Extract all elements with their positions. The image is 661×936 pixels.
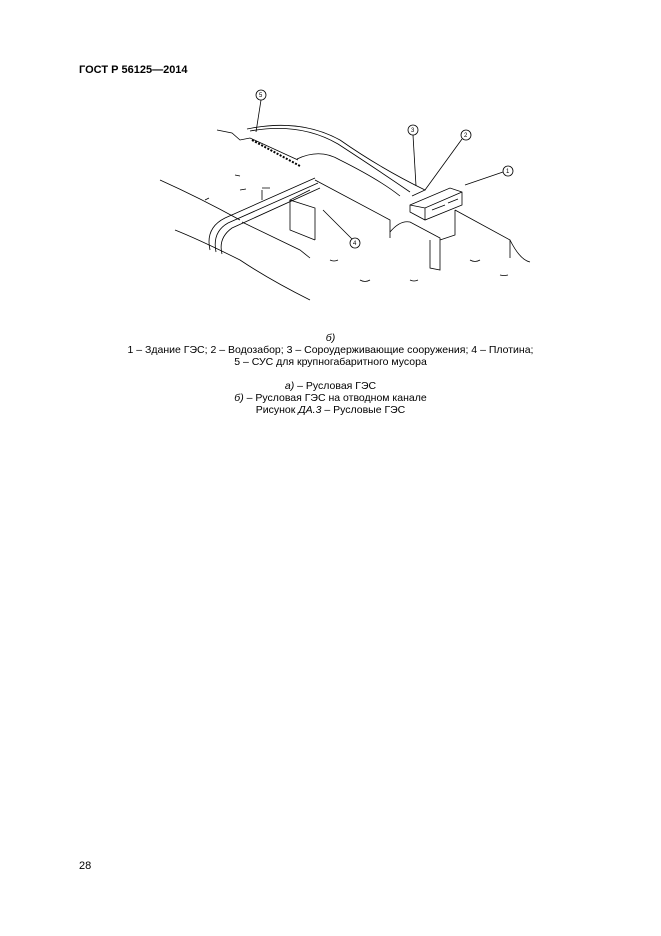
figure-caption <box>0 404 661 416</box>
variant-b <box>0 392 661 404</box>
svg-text:5: 5 <box>259 93 263 99</box>
callout-4 <box>323 210 360 248</box>
trash-rack <box>252 140 300 166</box>
callout-5 <box>256 90 266 132</box>
callout-2 <box>425 130 471 190</box>
callout-3 <box>408 125 418 186</box>
svg-text:1: 1 <box>506 169 510 175</box>
variant-a <box>0 380 661 392</box>
callout-1 <box>465 166 513 185</box>
variant-a-label: а) <box>284 380 295 392</box>
figure-sublabel: б) <box>325 332 336 344</box>
legend-line-1: 1 – Здание ГЭС; 2 – Водозабор; 3 – Сороудерживающие сооружения; 4 – Плотина; <box>127 344 534 356</box>
standard-header: ГОСТ Р 56125—2014 <box>79 64 188 76</box>
page-number: 28 <box>79 860 92 872</box>
caption-prefix: Рисунок <box>255 404 299 416</box>
variant-b-label: б) <box>234 392 244 404</box>
svg-text:2: 2 <box>464 133 468 139</box>
svg-text:3: 3 <box>411 128 415 134</box>
bridge-road <box>209 178 320 254</box>
canal-outer-edge <box>247 125 425 196</box>
powerhouse <box>410 188 462 220</box>
dam-wall <box>242 188 310 258</box>
canal-inner-edge <box>250 128 410 192</box>
legend-line-2: 5 – СУС для крупногабаритного мусора <box>234 356 427 368</box>
variant-b-text: – Русловая ГЭС на отводном канале <box>243 392 427 404</box>
caption-number: ДА.3 <box>298 404 322 416</box>
variant-a-text: – Русловая ГЭС <box>294 380 377 392</box>
svg-text:4: 4 <box>353 241 357 247</box>
caption-text: – Русловые ГЭС <box>321 404 406 416</box>
